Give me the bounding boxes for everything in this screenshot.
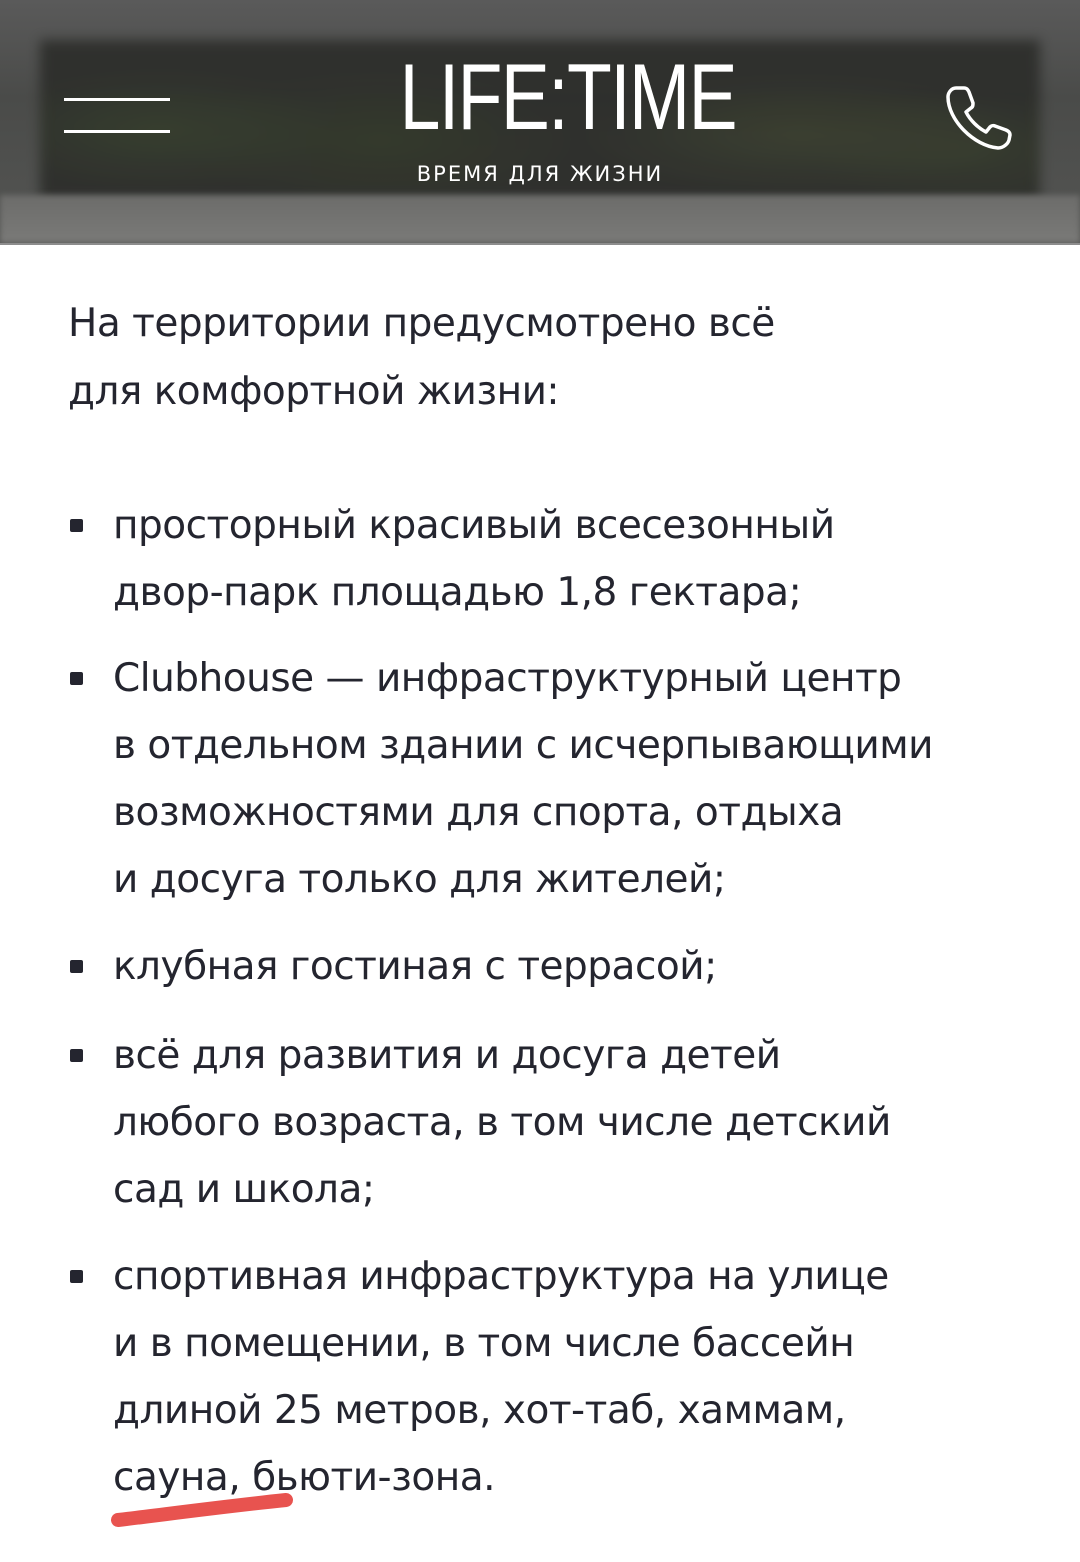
- bullet-marker: [70, 1049, 83, 1062]
- bullet-marker: [70, 672, 83, 685]
- site-header: [0, 0, 1080, 245]
- logo-text: LIFE:TIME: [399, 44, 736, 149]
- header-background-band: [0, 195, 1080, 243]
- menu-button[interactable]: [58, 90, 178, 140]
- phone-button[interactable]: [940, 80, 1020, 156]
- phone-icon: [940, 80, 1020, 156]
- hamburger-line-top: [64, 98, 170, 101]
- hamburger-line-bottom: [64, 130, 170, 133]
- site-logo[interactable]: [360, 44, 736, 186]
- bullet-marker: [70, 1270, 83, 1283]
- list-item-text: Clubhouse — инфраструктурный центр в отдельном здании с исчерпывающими возможностями для спорта, отдыха и досуга только для жителей;: [113, 656, 933, 902]
- list-item-text: всё для развития и досуга детей любого возраста, в том числе детский сад и школа;: [113, 1033, 891, 1212]
- list-item-text: просторный красивый всесезонный двор-парк площадью 1,8 гектара;: [113, 503, 835, 615]
- logo-subtitle: ВРЕМЯ ДЛЯ ЖИЗНИ: [416, 162, 664, 186]
- list-item-text: спортивная инфраструктура на улице и в помещении, в том числе бассейн длиной 25 метров, хот-таб, хаммам, сауна, бьюти-зона.: [113, 1254, 889, 1500]
- bullet-marker: [70, 519, 83, 532]
- intro-text: На территории предусмотрено всё для комфортной жизни:: [68, 301, 775, 414]
- list-item-text: клубная гостиная с террасой;: [113, 944, 717, 989]
- bullet-marker: [70, 960, 83, 973]
